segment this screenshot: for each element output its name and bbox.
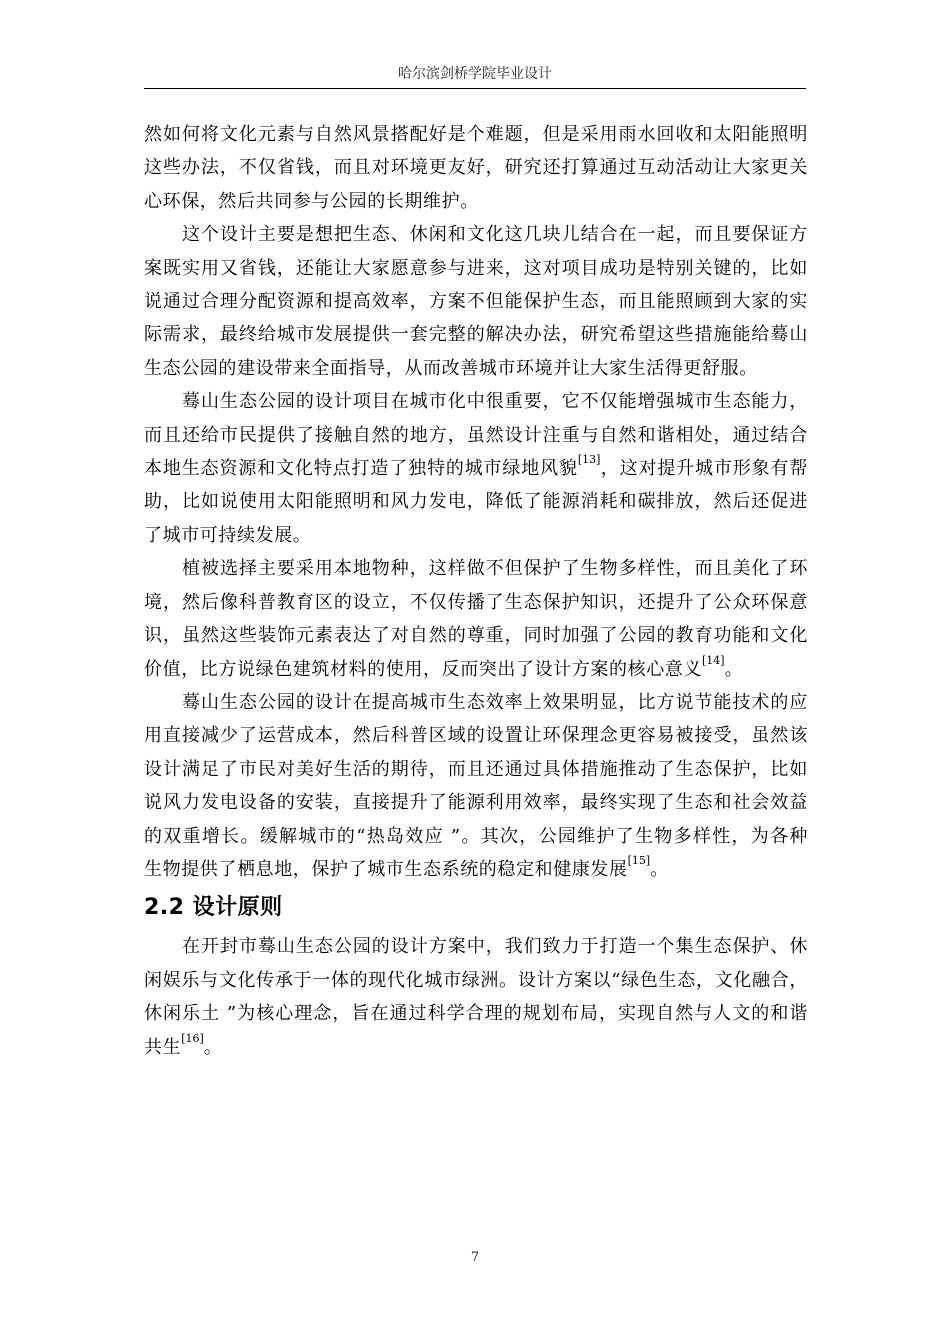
citation-ref: [16] [181, 1031, 204, 1045]
paragraph-text-tail: 。 [650, 858, 669, 880]
paragraph-text-tail: 。 [203, 1036, 223, 1058]
paragraph-text-tail: 。 [724, 658, 744, 680]
paragraph-text: 蓦山生态公园的设计在提高城市生态效率上效果明显，比方说节能技术的应 用直接减少了运营成本，然后科普区域的设置让环保理念更容易被接受，虽然该 设计满足了市民对美好生活的期待，而且还通过具体措施推动了生态保护，比如 说风力发电设备的安装，直接提升了能源利用效率，最终实现了生态和社会效益 的双重增长。缓解城市的“热岛效应 ”。其次，公园维护了生物多样性，为各种 生物提供了栖息地，保护了城市生态系统的稳定和健康发展 [144, 691, 808, 880]
paragraph-text-tail: ，这对提升城市形象有帮 助，比如说使用太阳能照明和风力发电，降低了能源消耗和碳排放，然后还促进 了城市可持续发展。 [144, 458, 808, 546]
paragraph [144, 552, 808, 686]
paragraph-text: 在开封市蓦山生态公园的设计方案中，我们致力于打造一个集生态保护、休闲娱乐与文化传承于一体的现代化城市绿洲。设计方案以“绿色生态，文化融合，休闲乐土 ”为核心理念，旨在通过科学合理的规划布局，实现自然与人文的和谐 共生 [144, 936, 808, 1058]
paragraph-text: 蓦山生态公园的设计项目在城市化中很重要，它不仅能增强城市生态能力， 而且还给市民提供了接触自然的地方，虽然设计注重与自然和谐相处，通过结合 本地生态资源和文化特点打造了独特的城市绿地风貌 [144, 391, 808, 480]
paragraph [144, 930, 808, 1064]
paragraph [144, 218, 808, 385]
paragraph-continued [144, 118, 808, 218]
page-header [144, 60, 806, 89]
section-heading: 2.2 设计原则 [144, 895, 283, 921]
document-body [144, 118, 808, 1064]
paragraph-text: 然如何将文化元素与自然风景搭配好是个难题，但是采用雨水回收和太阳能照明这些办法，不仅省钱，而且对环境更友好，研究还打算通过互动活动让大家更关心环保，然后共同参与公园的长期维护。 [144, 124, 808, 212]
paragraph [144, 385, 808, 552]
page-number: 7 [470, 1250, 480, 1265]
paragraph-text: 这个设计主要是想把生态、休闲和文化这几块儿结合在一起，而且要保证方 案既实用又省钱，还能让大家愿意参与进来，这对项目成功是特别关键的，比如 说通过合理分配资源和提高效率，方案不但能保护生态，而且能照顾到大家的实 际需求，最终给城市发展提供一套完整的解决办法，研究希望这些措施能给蓦山 生态公园的建设带来全面指导，从而改善城市环境并让大家生活得更舒服。 [144, 224, 808, 379]
paragraph [144, 686, 808, 886]
citation-ref: [13] [577, 453, 601, 467]
paragraph-text: 植被选择主要采用本地物种，这样做不但保护了生物多样性，而且美化了环 境，然后像科普教育区的设立，不仅传播了生态保护知识，还提升了公众环保意 识，虽然这些装饰元素表达了对自然的尊重，同时加强了公园的教育功能和文化 价值，比方说绿色建筑材料的使用，反而突出了设计方案的核心意义 [144, 558, 808, 680]
citation-ref: [15] [627, 853, 651, 867]
header-title: 哈尔滨剑桥学院毕业设计 [398, 66, 552, 82]
citation-ref: [14] [702, 653, 725, 667]
